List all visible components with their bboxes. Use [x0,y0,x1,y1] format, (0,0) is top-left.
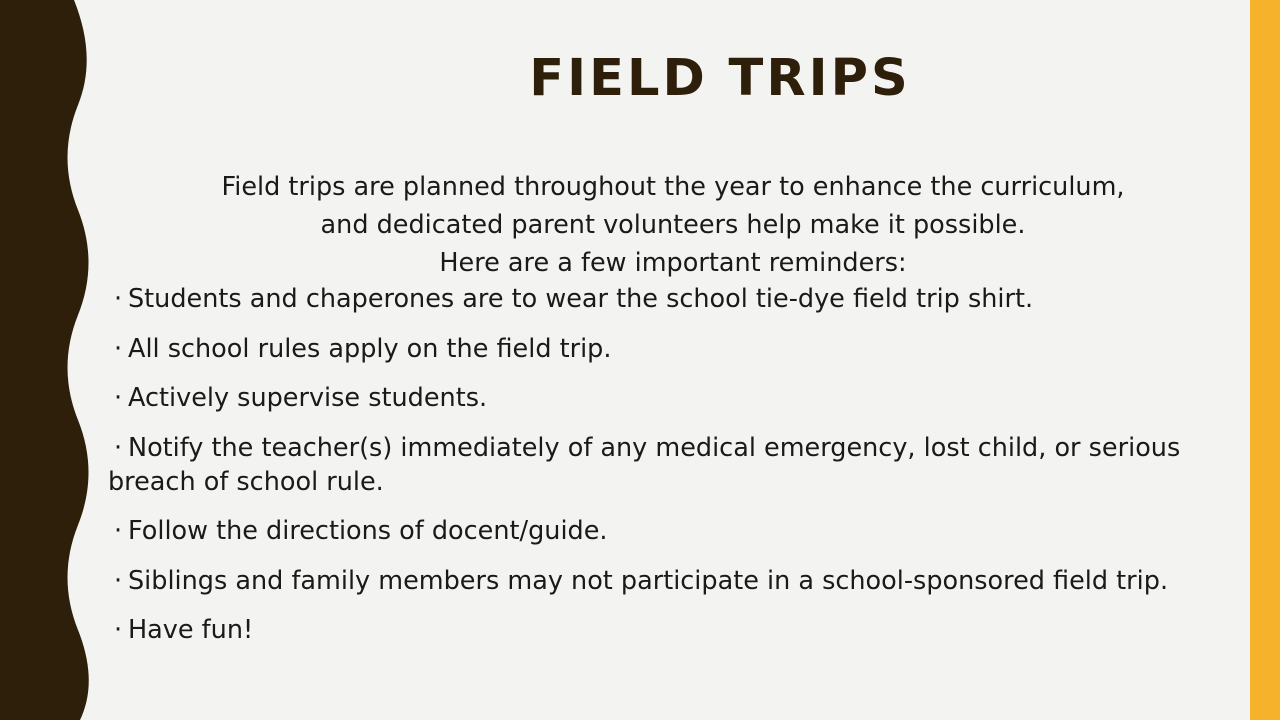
reminder-item [108,564,1243,598]
bullet-dot: · [113,333,123,364]
reminder-item [108,431,1243,499]
bullet-dot: · [113,565,123,596]
reminder-text: All school rules apply on the field trip. [128,333,612,364]
reminder-item [108,514,1243,548]
bullet-dot: · [113,284,123,314]
intro-line-2: and dedicated parent volunteers help make it possible. [320,210,1026,240]
reminder-text: Students and chaperones are to wear the school tie-dye field trip shirt. [128,284,1034,314]
bullet-dot: · [113,432,123,463]
reminder-text: Follow the directions of docent/guide. [128,516,608,546]
bullet-dot: · [113,383,123,413]
intro-line-1: Field trips are planned throughout the year to enhance the curriculum, [221,172,1125,202]
left-wavy-band-shape [0,0,89,720]
left-wavy-band [0,0,110,720]
slide-title: FIELD TRIPS [529,49,911,108]
reminder-text: Have fun! [128,615,254,645]
intro-text [108,168,1238,282]
reminder-item [108,282,1243,316]
bullet-dot: · [113,516,123,546]
reminder-item [108,381,1243,415]
reminder-text: Actively supervise students. [128,383,488,413]
intro-line-3: Here are a few important reminders: [439,248,907,278]
reminder-item [108,613,1243,647]
reminder-list [108,282,1243,663]
reminder-item [108,332,1243,366]
reminder-text: Notify the teacher(s) immediately of any medical emergency, lost child, or serious breach of school rule. [108,432,1181,497]
bullet-dot: · [113,615,123,645]
reminder-text: Siblings and family members may not participate in a school-sponsored field trip. [128,565,1169,596]
right-accent-band [1250,0,1280,720]
